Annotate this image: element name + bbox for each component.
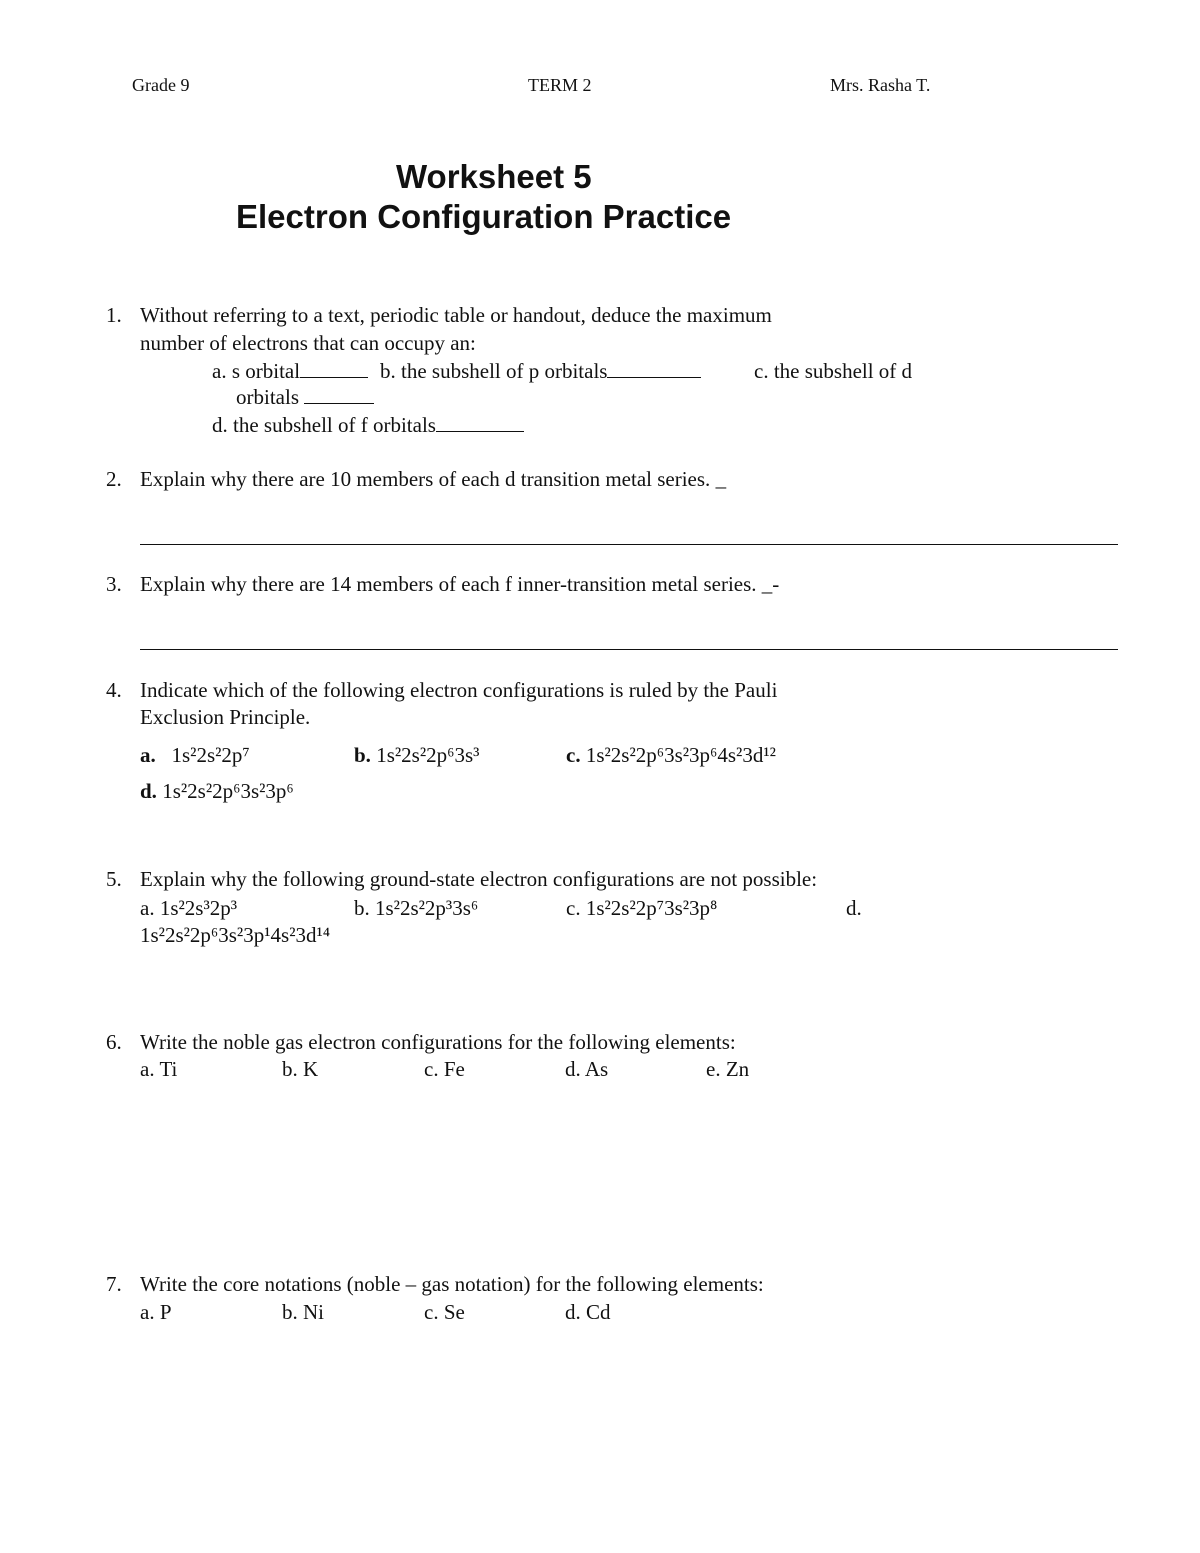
q6-number: 6.	[106, 1030, 122, 1054]
q5-option-d-config: 1s²2s²2p⁶3s²3p¹4s²3d¹⁴	[140, 923, 331, 947]
q4-option-a-label: a.	[140, 743, 156, 767]
q1-answer-blank-b[interactable]	[607, 376, 701, 378]
q5-option-d-label: d.	[846, 896, 862, 920]
q5-option-a-config: 1s²2s³2p³	[159, 896, 238, 920]
q2-tail: _	[715, 467, 727, 491]
q1-option-c-cont	[236, 387, 374, 408]
q3-number: 3.	[106, 572, 122, 596]
q1-text-line1: Without referring to a text, periodic table or handout, deduce the maximum	[140, 303, 772, 327]
q1-option-c: c. the subshell of d	[754, 359, 913, 383]
q4-option-c	[566, 745, 776, 766]
q4-option-d-label: d.	[140, 779, 157, 803]
q7-number: 7.	[106, 1272, 122, 1296]
q1-option-a-label: a. s orbital	[212, 359, 301, 383]
q6-option-a: a. Ti	[140, 1057, 178, 1081]
worksheet-subtitle: Electron Configuration Practice	[236, 198, 732, 235]
q4-option-b	[354, 745, 479, 766]
q4-option-c-label: c.	[566, 743, 581, 767]
q1-answer-blank-c[interactable]	[304, 402, 374, 404]
q5-option-a	[140, 898, 237, 919]
q3-answer-line[interactable]	[140, 649, 1118, 650]
q1-option-d-label: d. the subshell of f orbitals	[212, 413, 436, 437]
q4-option-b-config: 1s²2s²2p⁶3s³	[376, 743, 480, 767]
q7-option-a: a. P	[140, 1300, 172, 1324]
worksheet-title: Worksheet 5	[396, 158, 592, 195]
q2-answer-line[interactable]	[140, 544, 1118, 545]
header-term: TERM 2	[528, 75, 592, 95]
q5-option-a-label: a.	[140, 896, 155, 920]
q4-text-line1: Indicate which of the following electron configurations is ruled by the Pauli	[140, 678, 778, 702]
q2-number: 2.	[106, 467, 122, 491]
q1-option-a	[212, 361, 368, 382]
header-grade: Grade 9	[132, 75, 190, 95]
q3-text	[140, 574, 779, 595]
q1-text-line2: number of electrons that can occupy an:	[140, 331, 476, 355]
q6-option-b: b. K	[282, 1057, 319, 1081]
q6-option-d: d. As	[565, 1057, 609, 1081]
q7-text: Write the core notations (noble – gas notation) for the following elements:	[140, 1272, 764, 1296]
q5-option-c-label: c.	[566, 896, 581, 920]
q1-answer-blank-d[interactable]	[436, 430, 524, 432]
q5-option-b-config: 1s²2s²2p³3s⁶	[375, 896, 479, 920]
q3-question: Explain why there are 14 members of each f inner-transition metal series.	[140, 572, 757, 596]
q1-answer-blank-a[interactable]	[300, 376, 368, 378]
q5-text: Explain why the following ground-state electron configurations are not possible:	[140, 867, 818, 891]
q5-option-b-label: b.	[354, 896, 370, 920]
q1-option-d	[212, 415, 524, 436]
q2-question: Explain why there are 10 members of each d transition metal series.	[140, 467, 711, 491]
q1-option-c-label: orbitals	[236, 385, 299, 409]
q2-text	[140, 469, 726, 490]
q6-option-e: e. Zn	[706, 1057, 750, 1081]
q1-option-b-label: b. the subshell of p orbitals	[380, 359, 608, 383]
q4-option-a-config: 1s²2s²2p⁷	[171, 743, 250, 767]
q7-option-c: c. Se	[424, 1300, 465, 1324]
q4-option-d-config: 1s²2s²2p⁶3s²3p⁶	[162, 779, 294, 803]
q5-option-c	[566, 898, 717, 919]
header-teacher: Mrs. Rasha T.	[830, 75, 931, 95]
q4-number: 4.	[106, 678, 122, 702]
q7-option-b: b. Ni	[282, 1300, 324, 1324]
q4-text-line2: Exclusion Principle.	[140, 705, 311, 729]
q1-number: 1.	[106, 303, 122, 327]
q3-tail: _-	[761, 572, 780, 596]
q4-option-d	[140, 781, 294, 802]
q4-option-a	[140, 745, 250, 766]
q1-option-b	[380, 361, 701, 382]
q5-number: 5.	[106, 867, 122, 891]
q5-option-b	[354, 898, 478, 919]
q4-option-c-config: 1s²2s²2p⁶3s²3p⁶4s²3d¹²	[585, 743, 776, 767]
q7-option-d: d. Cd	[565, 1300, 611, 1324]
q5-option-c-config: 1s²2s²2p⁷3s²3p⁸	[585, 896, 718, 920]
q6-option-c: c. Fe	[424, 1057, 465, 1081]
q6-text: Write the noble gas electron configurations for the following elements:	[140, 1030, 736, 1054]
q4-option-b-label: b.	[354, 743, 371, 767]
